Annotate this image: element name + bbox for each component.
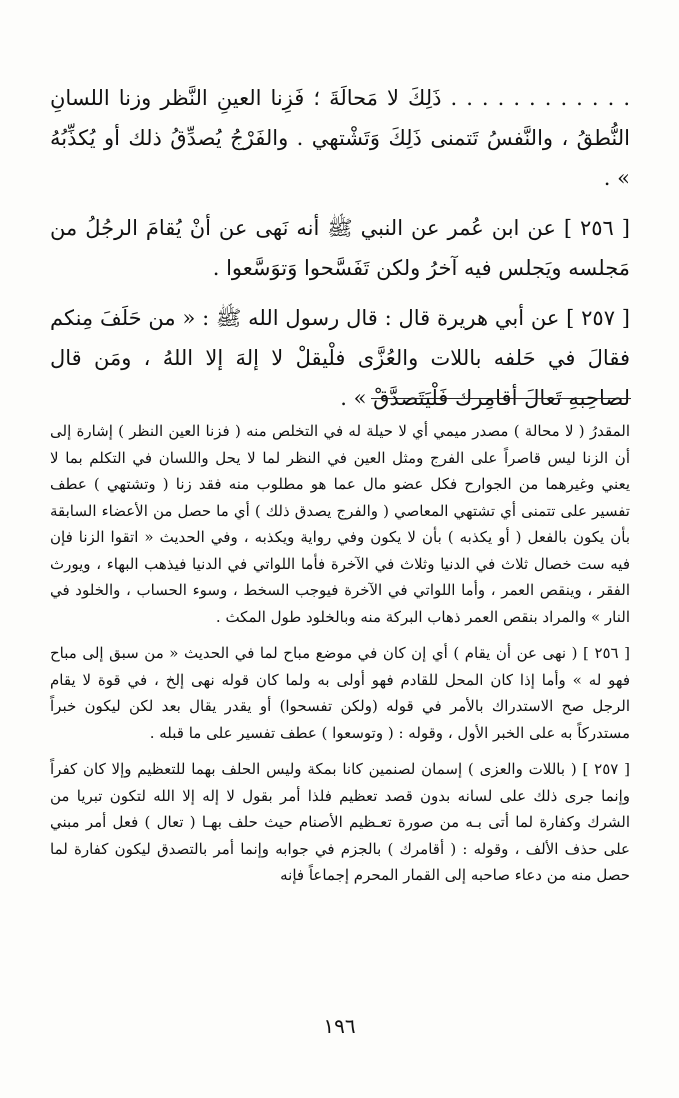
footnote-separator (371, 398, 631, 399)
note-paragraph: المقدرُ ( لا محالة ) مصدر ميمي أي لا حيلة له في التخلص منه ( فزنا العين النظر ) إشارة إلى أن الزنا ليس قاصراً على الفرج ومثل العين في النظر لما لا يحل واللسان في التكلم بما لا يعني وغيرهما من الجوارح فكل عضو مال عما هو مطلوب منه فقد زنا ( وتشتهي ) عطف تفسير على تتمنى أي تشتهي المعاصي ( والفرج يصدق ذلك ) أي ما حصل من الأعضاء السابقة بأن يكون بالفعل ( أو يكذبه ) بأن لا يكون وفي رواية ويكذبه ، وفي الحديث « اتقوا الزنا فإن فيه ست خصال ثلاث في الدنيا وثلاث في الآخرة فأما اللواتي في الدنيا فيذهب البهاء ، ويورث الفقر ، وينقص العمر ، وأما اللواتي في الآخرة فيوجب السخط ، وسوء الحساب ، والخلود في النار » والمراد بنقص العمر ذهاب البركة منه وبالخلود طول المكث . (50, 422, 630, 626)
note-257: [ ٢٥٧ ] ( باللات والعزى ) إسمان لصنمين كانا بمكة وليس الحلف بهما للتعظيم وإلا كان كفراً وإنما جرى ذلك على لسانه بدون قصد تعظيم فلذا أمر بقول لا إله إلا الله لتكون تبريا من الشرك وكفارة لما أتى بـه من صورة تعـظيم الأصنام حيث حلف بهـا ( تعال ) فعل أمر مبني على حذف الألف ، وقوله : ( أقامرك ) بالجزم في جوابه وإنما أمر بالتصدق ليكون كفارة لما حصل منه من دعاء صاحبه إلى القمار المحرم إجماعاً فإنه (50, 760, 631, 884)
note-256: [ ٢٥٦ ] ( نهى عن أن يقام ) أي إن كان في موضع مباح لما في الحديث « من سبق إلى مباح فهو له » وأما إذا كان المحل للقادم فهو أولى به ولما كان قوله نهى إلخ ، في قوة لا يقام الرجل صح الاستدراك بالأمر في قوله (ولكن تفسحوا) أو يقدر يقال بعد لكن ليكون خبراً مستدركاً به على الخبر الأول ، وقوله : ( وتوسعوا ) عطف تفسير على ما قبله . (50, 644, 631, 742)
hadith-257: [ ٢٥٧ ] عن أبي هريرة قال : قال رسول الله ﷺ : « من حَلَفَ مِنكم فقالَ في حَلفه باللات والعُزَّى فلْيقلْ لا إلهَ إلا اللهُ ، ومَن قال لصاحِبهِ تَعالَ أقامِرك فَلْيَتَصدَّقْ » . (50, 306, 630, 410)
hadith-256: [ ٢٥٦ ] عن ابن عُمر عن النبي ﷺ أنه نَهى عن أنْ يُقامَ الرجُلُ من مَجلسه ويَجلس فيه آخرُ ولكن تَفَسَّحوا وَتوَسَّعوا . (50, 216, 630, 280)
commentary-notes (50, 418, 630, 889)
main-text (50, 78, 630, 418)
hadith-continuation: . . . . . . . . . . . . ذَلِكَ لا مَحالَةَ ؛ فَزِنا العينِ النَّظر وزنا اللسانِ النُّطقُ ، والنَّفسُ تَتمنى ذَلِكَ وَتَشْتهي . والفَرْجُ يُصدِّقُ ذلك أو يُكذِّبُهُ » . (50, 86, 630, 190)
page-number: ١٩٦ (323, 1014, 356, 1038)
